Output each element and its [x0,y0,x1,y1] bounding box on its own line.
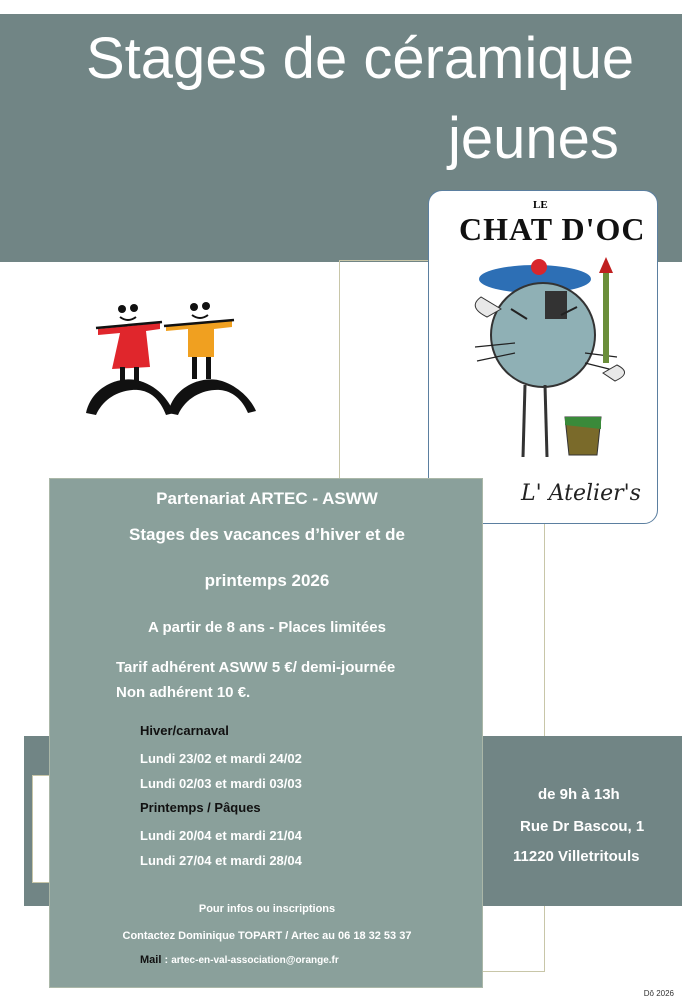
info-heading: Pour infos ou inscriptions [198,903,336,915]
partnership-line: Partenariat ARTEC - ASWW [156,489,378,508]
headline-line1: Stages des vacances d’hiver et de [129,525,405,544]
spring-date: Lundi 27/04 et mardi 28/04 [140,853,302,868]
winter-date: Lundi 23/02 et mardi 24/02 [140,751,302,766]
logo-brand-small: LE [533,199,548,211]
address-street: Rue Dr Bascou, 1 [520,818,645,835]
logo-brand: CHAT D'OC [459,211,646,247]
winter-date: Lundi 02/03 et mardi 03/03 [140,776,302,791]
mail-separator: : [164,954,169,966]
headline-line2: printemps 2026 [204,571,330,590]
page-title-line2: jeunes [448,106,619,171]
mail-address[interactable]: artec-en-val-association@orange.fr [171,955,339,966]
winter-heading: Hiver/carnaval [140,723,229,738]
age-places: A partir de 8 ans - Places limitées [148,619,386,636]
page-title: Stages de céramique [86,26,635,91]
address-city: 11220 Villetritouls [513,848,640,865]
logo-card [428,190,658,524]
schedule-hours: de 9h à 13h [538,786,620,803]
mail-line [140,954,339,966]
mail-label: Mail [140,954,162,966]
cat-illustration [467,257,627,467]
footer-note: Dô 2026 [643,989,674,998]
logo-subtitle: L' Atelier's [521,481,641,506]
spring-date: Lundi 20/04 et mardi 21/04 [140,828,302,843]
price-nonmember: Non adhérent 10 €. [116,684,251,701]
info-panel [49,478,483,988]
children-illustration [82,295,262,423]
spring-heading: Printemps / Pâques [140,800,261,815]
price-member: Tarif adhérent ASWW 5 €/ demi-journée [116,659,396,676]
contact-line: Contactez Dominique TOPART / Artec au 06 18 32 53 37 [122,930,412,942]
